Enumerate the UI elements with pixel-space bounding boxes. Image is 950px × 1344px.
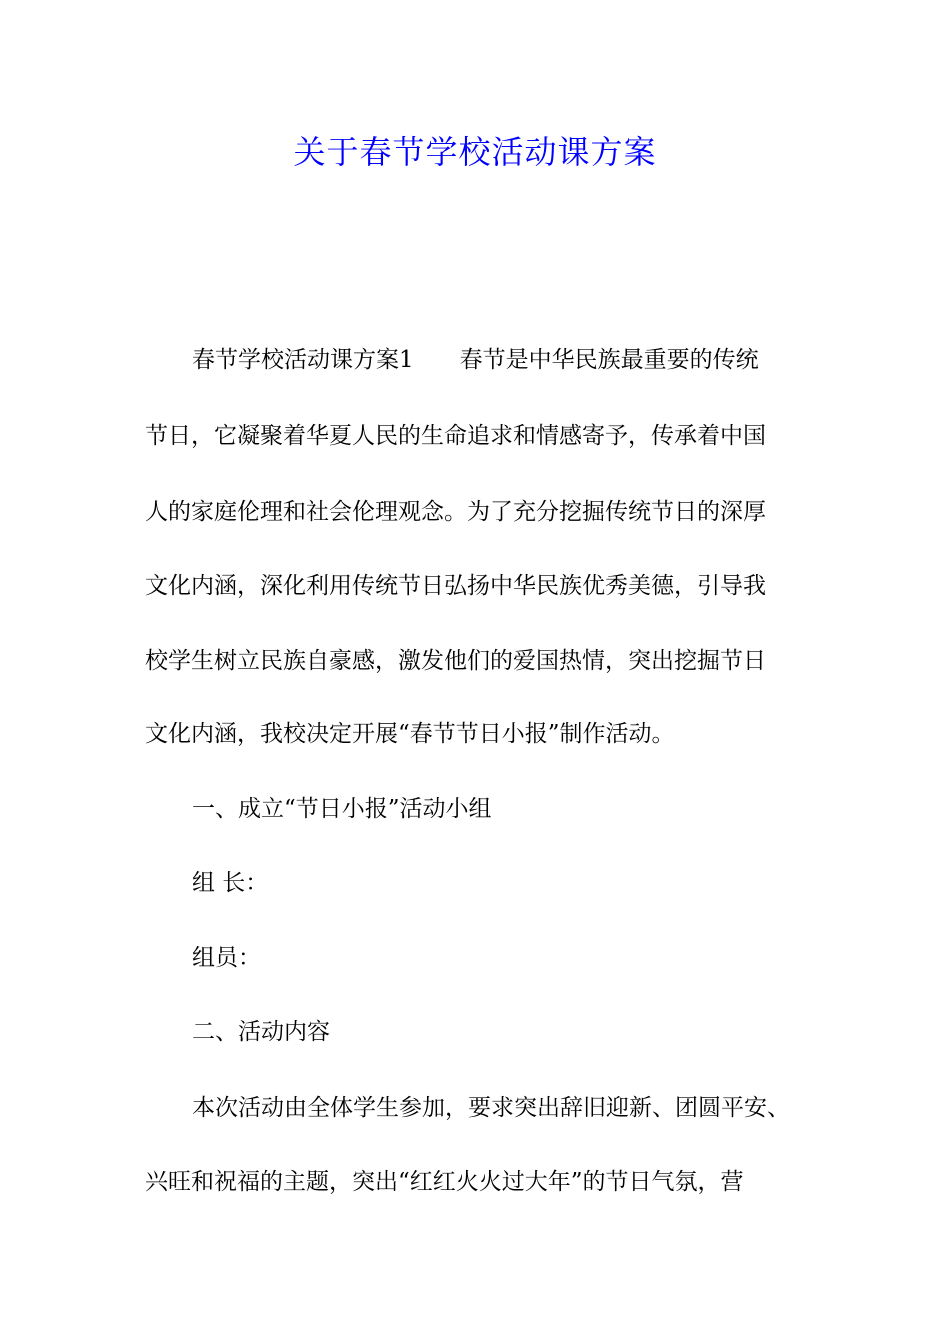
paragraph-line: 校学生树立民族自豪感，激发他们的爱国热情，突出挖掘节日 <box>145 648 766 674</box>
paragraph-line: 春节学校活动课方案1 春节是中华民族最重要的传统 <box>192 347 759 373</box>
paragraph-line: 本次活动由全体学生参加，要求突出辞旧迎新、团圆平安、 <box>192 1095 790 1121</box>
group-members-label: 组员： <box>192 945 261 971</box>
paragraph-line: 节日，它凝聚着华夏人民的生命追求和情感寄予，传承着中国 <box>145 423 766 449</box>
section-heading-2: 二、活动内容 <box>192 1019 330 1045</box>
paragraph-line: 兴旺和祝福的主题，突出“红红火火过大年”的节日气氛，营 <box>145 1169 744 1195</box>
paragraph-line: 人的家庭伦理和社会伦理观念。为了充分挖掘传统节日的深厚 <box>145 499 766 525</box>
group-leader-label: 组 长： <box>192 870 269 896</box>
section-heading-1: 一、成立“节日小报”活动小组 <box>192 796 492 822</box>
paragraph-line: 文化内涵，深化利用传统节日弘扬中华民族优秀美德，引导我 <box>145 573 766 599</box>
document-title: 关于春节学校活动课方案 <box>293 133 657 171</box>
paragraph-line: 文化内涵，我校决定开展“春节节日小报”制作活动。 <box>145 721 675 747</box>
